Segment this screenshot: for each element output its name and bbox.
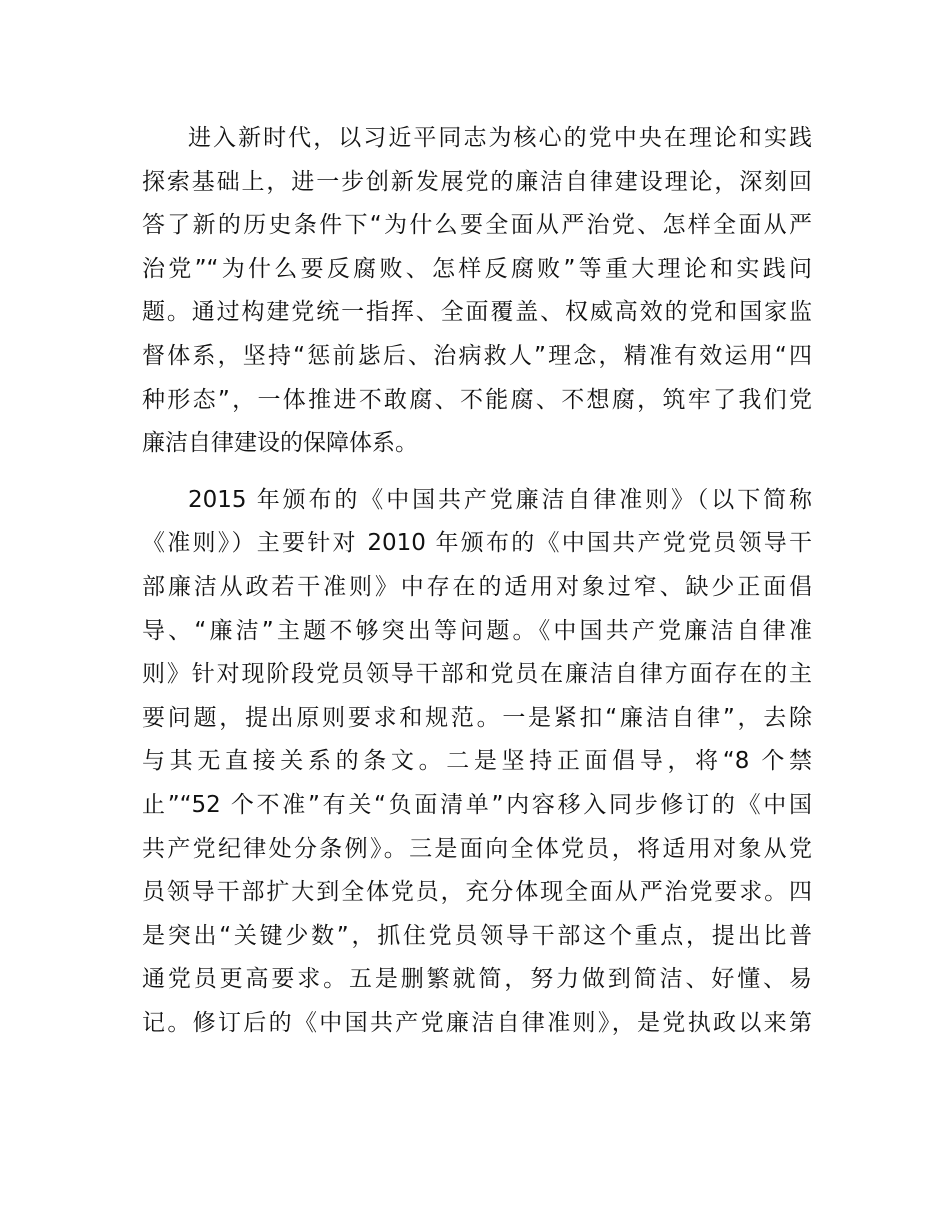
text-line: 廉洁自律建设的保障体系。	[142, 430, 418, 457]
text-line: 与其无直接关系的条文。二是坚持正面倡导，将“8 个禁	[142, 748, 812, 775]
text-line: 记。修订后的《中国共产党廉洁自律准则》，是党执政以来第	[142, 1009, 812, 1036]
text-line: 共产党纪律处分条例》。三是面向全体党员，将适用对象从党	[142, 835, 812, 862]
text-line: 种形态”，一体推进不敢腐、不能腐、不想腐，筑牢了我们党	[142, 386, 812, 413]
text-line: 治党”“为什么要反腐败、怎样反腐败”等重大理论和实践问	[142, 255, 812, 282]
text-line: 《准则》）主要针对 2010 年颁布的《中国共产党党员领导干	[142, 530, 812, 557]
text-line: 题。通过构建党统一指挥、全面覆盖、权威高效的党和国家监	[142, 299, 812, 326]
paragraph-2	[142, 479, 812, 1046]
paragraph-1	[142, 117, 812, 466]
text-line: 通党员更高要求。五是删繁就简，努力做到简洁、好懂、易	[142, 966, 812, 993]
document-body	[142, 117, 812, 1058]
text-line: 要问题，提出原则要求和规范。一是紧扣“廉洁自律”，去除	[142, 704, 812, 731]
text-line: 督体系，坚持“惩前毖后、治病救人”理念，精准有效运用“四	[142, 342, 812, 369]
text-line: 则》针对现阶段党员领导干部和党员在廉洁自律方面存在的主	[142, 661, 812, 688]
text-line: 部廉洁从政若干准则》中存在的适用对象过窄、缺少正面倡	[142, 573, 812, 600]
text-line: 是突出“关键少数”，抓住党员领导干部这个重点，提出比普	[142, 922, 812, 949]
text-line: 止”“52 个不准”有关“负面清单”内容移入同步修订的《中国	[142, 791, 812, 818]
text-line: 员领导干部扩大到全体党员，充分体现全面从严治党要求。四	[142, 879, 812, 906]
text-line: 探索基础上，进一步创新发展党的廉洁自律建设理论，深刻回	[142, 168, 812, 195]
text-line: 答了新的历史条件下“为什么要全面从严治党、怎样全面从严	[142, 212, 812, 239]
text-line: 进入新时代，以习近平同志为核心的党中央在理论和实践	[188, 125, 812, 151]
text-line: 2015 年颁布的《中国共产党廉洁自律准则》（以下简称	[188, 486, 812, 513]
text-line: 导、“廉洁”主题不够突出等问题。《中国共产党廉洁自律准	[142, 617, 812, 644]
